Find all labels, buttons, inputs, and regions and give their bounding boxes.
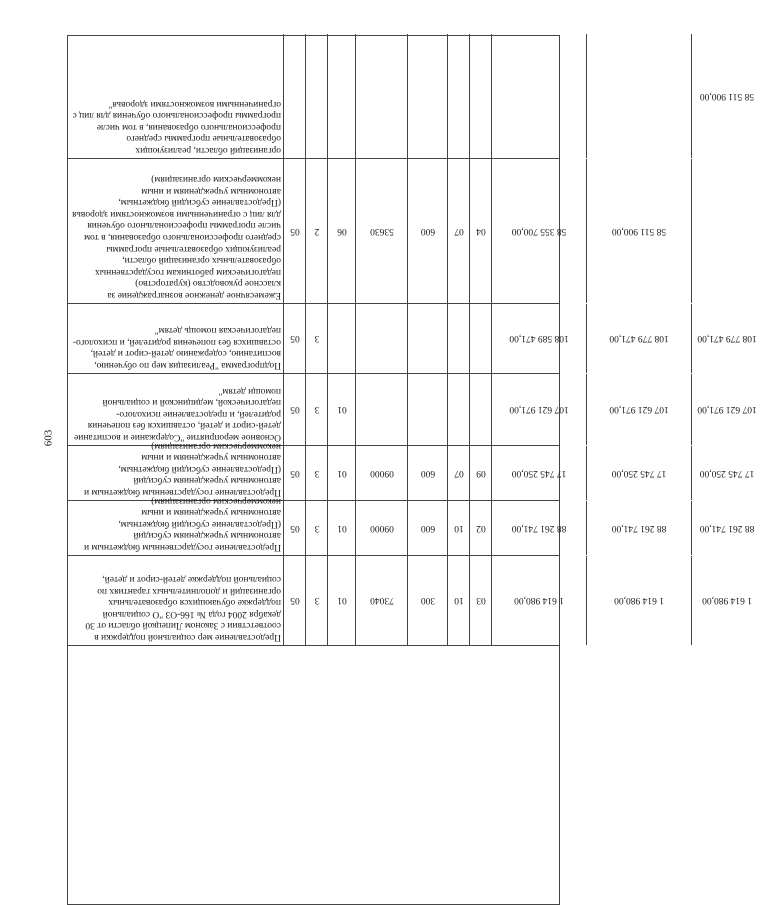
amount-text: 1 614 980,00 [514,595,564,606]
row-code [327,159,355,303]
code-text: 3 [314,595,319,606]
row-code [407,159,447,303]
code-text: 600 [420,226,435,236]
row-code [327,34,355,158]
row-amount [491,159,586,303]
amount-text: 58 511 900,00 [699,91,754,101]
row-amount [491,446,586,500]
row-description-text: организаций области, реализующих образовательные программы среднего профессионального образования, в том числе программы профессионального обучения для лиц с ограниченными возможностями здоровья" [72,98,281,155]
code-text: 07 [453,468,464,478]
code-text: 04 [475,226,486,236]
row-code [327,556,355,645]
row-description [68,34,283,158]
table-row [68,304,757,374]
row-amount [586,446,691,500]
table-row [68,556,752,646]
amount-text: 58 511 900,00 [611,226,667,236]
row-description [68,304,283,373]
amount-text: 107 621 971,00 [696,404,757,415]
code-text: 3 [314,404,319,415]
row-description-text: Основное мероприятие "Содержание и воспитание детей-сирот и детей, оставшихся без попечения родителей, и предоставление психолого-педагогической, медицинской и социальной помощи детям" [74,385,281,442]
code-text: 01 [336,523,347,533]
row-code [407,304,447,373]
row-description [68,495,283,555]
row-code [355,501,407,555]
row-description [68,440,283,500]
code-text: 600 [420,523,435,533]
code-text: 09000 [369,468,394,478]
amount-text: 88 261 741,00 [511,523,567,533]
row-amount [586,34,691,158]
row-amount [691,34,761,158]
code-text: 10 [453,595,464,606]
row-code [355,159,407,303]
row-code [407,34,447,158]
row-code [355,34,407,158]
row-code [283,556,305,645]
row-code [305,159,327,303]
amount-text: 1 614 980,00 [614,595,664,606]
amount-text: 17 745 250,00 [511,468,567,478]
code-text: 09 [475,468,486,478]
code-text: 53630 [369,226,394,236]
row-code [407,556,447,645]
row-amount [491,501,586,555]
row-code [283,501,305,555]
code-text: 05 [289,468,300,478]
code-text: 3 [314,468,319,478]
code-text: 05 [289,523,300,533]
row-description-text: Ежемесячное денежное вознаграждение за классное руководство (кураторство) педагогическим работникам государственных образовательных организаций области, реализующих образовательные программы среднего профессионального образования, в том числе программы профессионального обучения для лиц с ограниченными возможностями здоровья (Предоставление субсидий бюджетным, автономным учреждениям и иным некоммерческим организациям) [72,174,281,300]
amount-text: 88 261 741,00 [611,523,667,533]
code-text: 05 [289,226,300,236]
row-code [327,374,355,445]
row-code [283,446,305,500]
row-amount [691,159,761,303]
row-code [469,374,491,445]
row-amount [691,446,761,500]
amount-text: 17 745 250,00 [699,468,754,478]
amount-text: 17 745 250,00 [611,468,667,478]
row-code [447,446,469,500]
table-row [68,374,757,446]
row-code [355,304,407,373]
row-code [407,446,447,500]
code-text: 07 [453,226,464,236]
row-description-text: Предоставление государственным бюджетным и автономным учреждениям субсидий (Предоставление субсидий бюджетным, автономным учреждениям и иным некоммерческим организациям) [84,440,281,497]
row-amount [586,304,691,373]
row-code [469,446,491,500]
row-code [283,34,305,158]
row-description [68,556,283,645]
code-text: 09000 [369,523,394,533]
code-text: 2 [314,226,319,236]
code-text: 03 [475,595,486,606]
row-code [283,159,305,303]
row-code [447,34,469,158]
code-text: 3 [314,523,319,533]
row-code [447,501,469,555]
code-text: 01 [336,404,347,415]
amount-text: 107 621 971,00 [609,404,669,415]
row-description [68,159,283,303]
row-code [469,34,491,158]
amount-text: 1 614 980,00 [701,595,752,606]
amount-text: 108 589 471,00 [509,333,569,344]
row-amount [586,374,691,445]
row-code [469,304,491,373]
code-text: 10 [453,523,464,533]
code-text: 01 [336,468,347,478]
row-code [305,304,327,373]
table-row [68,440,754,501]
table-row [68,159,667,304]
row-amount [586,556,691,645]
row-code [447,374,469,445]
row-amount [691,501,761,555]
code-text: 06 [336,226,347,236]
amount-text: 107 621 971,00 [509,404,569,415]
row-code [407,374,447,445]
code-text: 300 [420,595,435,606]
code-text: 73040 [369,595,394,606]
code-text: 05 [289,333,300,344]
code-text: 600 [420,468,435,478]
row-code [447,556,469,645]
row-amount [691,304,761,373]
row-amount [491,374,586,445]
row-amount [586,501,691,555]
row-amount [691,374,761,445]
code-text: 01 [336,595,347,606]
row-code [305,34,327,158]
page-number: 603 [42,429,55,447]
amount-text: 108 779 471,00 [696,333,757,344]
row-amount [691,556,761,645]
row-amount [491,304,586,373]
row-description-text: Подпрограмма "Реализация мер по обучению, воспитанию, содержанию детей-сирот и детей, оставшихся без попечения родителей, и психолого-педагогическая помощь детям" [72,325,281,370]
row-code [355,446,407,500]
amount-text: 58 355 700,00 [511,226,567,236]
code-text: 3 [314,333,319,344]
row-code [327,446,355,500]
row-code [327,304,355,373]
row-code [407,501,447,555]
code-text: 02 [475,523,486,533]
row-code [355,556,407,645]
row-code [283,374,305,445]
table-row [68,34,754,159]
row-code [305,556,327,645]
code-text: 05 [289,404,300,415]
row-code [305,446,327,500]
row-description-text: Предоставление мер социальной поддержки в соответствии с Законом Липецкой области от 30 декабря 2004 года № 166-ОЗ "О социальной поддержке обучающихся образовательных организаций и дополнительных гарантиях по социальной поддержке детей-сирот и детей, [85,574,281,642]
amount-text: 108 779 471,00 [609,333,669,344]
row-code [305,501,327,555]
row-code [469,501,491,555]
row-code [447,304,469,373]
code-text: 05 [289,595,300,606]
row-code [469,556,491,645]
row-description [68,374,283,445]
row-code [327,501,355,555]
row-amount [586,159,691,303]
budget-table [67,35,757,905]
table-row [68,495,754,556]
row-code [447,159,469,303]
row-amount [491,556,586,645]
row-description-text: Предоставление государственным бюджетным и автономным учреждениям субсидий (Предоставление субсидий бюджетным, автономным учреждениям и иным некоммерческим организациям) [84,495,281,552]
amount-text: 88 261 741,00 [699,523,754,533]
row-code [283,304,305,373]
row-amount [491,34,586,158]
row-code [305,374,327,445]
row-code [469,159,491,303]
row-code [355,374,407,445]
